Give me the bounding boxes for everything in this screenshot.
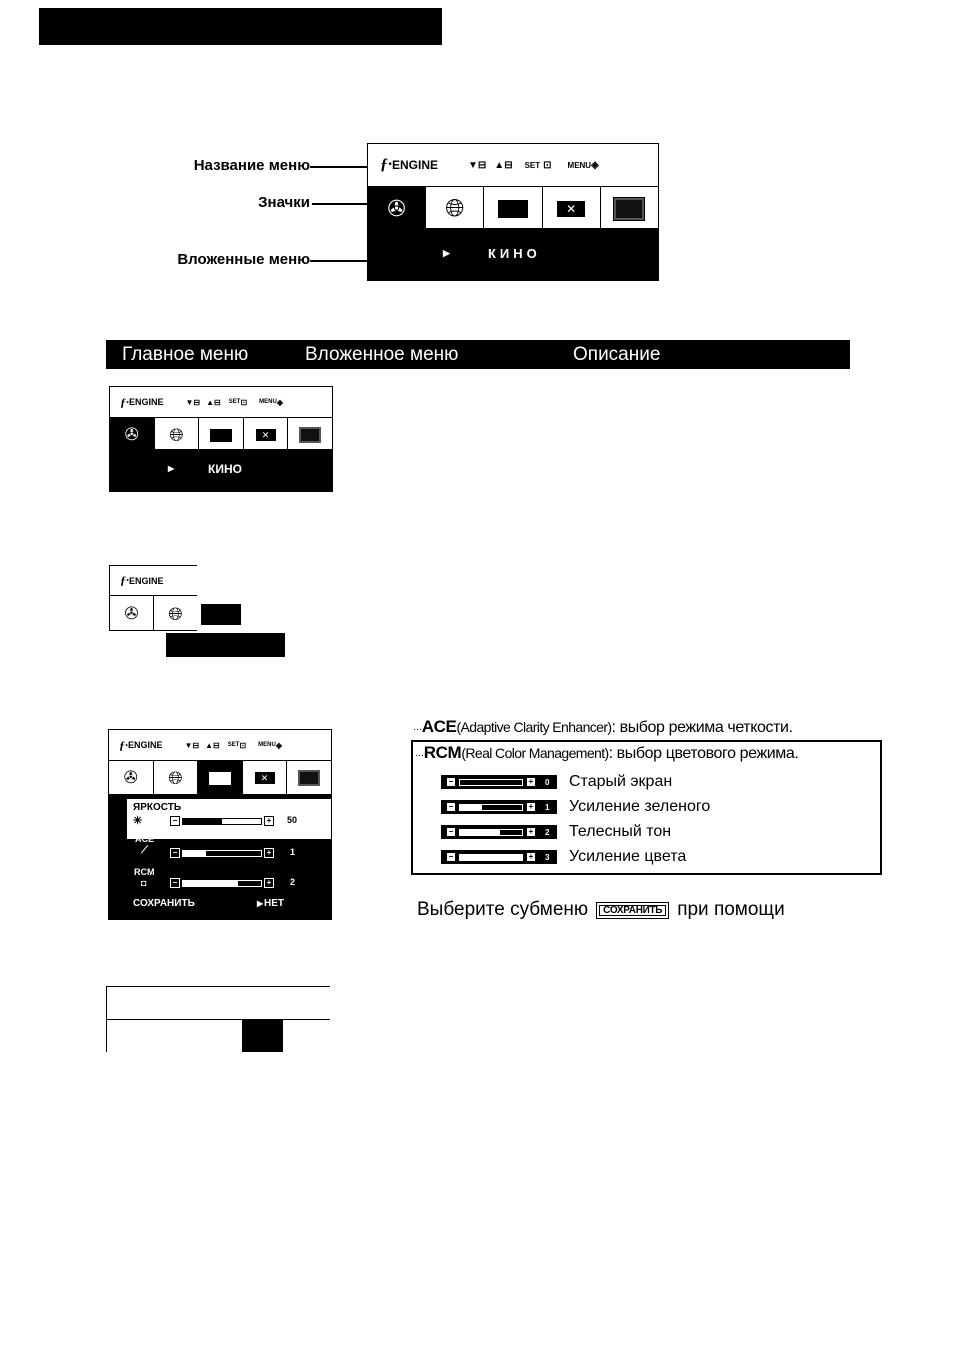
bullet-dots: ···: [413, 724, 422, 735]
film-reel-icon: ✇: [124, 425, 139, 444]
osd-menu: MENU: [259, 399, 277, 405]
menu-icon: ◈: [275, 740, 282, 750]
osd-row4: [106, 986, 330, 1052]
tab-picture[interactable]: [199, 418, 244, 452]
play-arrow-icon: ▶: [257, 899, 264, 908]
ace-icon: ⟋: [141, 845, 148, 856]
osd-brand: ENGINE: [129, 397, 164, 407]
globe-icon: 🌐︎: [445, 194, 465, 222]
osd-submenu-bar: [110, 449, 332, 491]
rcm-mode-row: [441, 775, 672, 789]
tab-movie[interactable]: [109, 761, 154, 795]
minus-icon: −: [446, 802, 456, 812]
tab-globe[interactable]: [155, 418, 200, 452]
rcm-mode-label: Усиление зеленого: [569, 798, 711, 815]
globe-icon: 🌐︎: [168, 767, 183, 788]
ace-description: [413, 717, 793, 737]
tab-movie[interactable]: [110, 418, 155, 452]
f-engine-icon: ƒ·: [119, 737, 128, 752]
osd-title-row: [110, 566, 197, 595]
osd-set: SET: [228, 399, 241, 405]
label-icons: Значки: [258, 194, 310, 211]
osd-menu: MENU: [567, 160, 592, 170]
rcm-slider[interactable]: [182, 880, 262, 887]
picture-icon: [210, 429, 232, 442]
osd-diagram: [367, 143, 659, 281]
slider-fill: [183, 819, 222, 824]
slider-fill: [460, 830, 500, 835]
ace-abbr: ACE: [421, 717, 457, 736]
set-icon: ⊡: [239, 740, 247, 750]
header-main-menu: Главное меню: [122, 344, 249, 365]
osd-title-row: [368, 144, 658, 186]
osd-brand: ENGINE: [129, 575, 164, 586]
globe-icon: 🌐︎: [168, 603, 183, 624]
tab-screen[interactable]: [601, 187, 658, 230]
f-engine-icon: ƒ·: [120, 573, 129, 587]
down-arrow-icon: ▼⊟: [185, 397, 201, 407]
rcm-mode-row: [441, 825, 671, 839]
osd-set: SET: [227, 742, 240, 748]
close-icon: ✕: [256, 429, 276, 441]
no-label[interactable]: НЕТ: [264, 898, 284, 909]
up-arrow-icon: ▲⊟: [494, 159, 513, 171]
brightness-label: ЯРКОСТЬ: [133, 802, 182, 813]
film-reel-icon: ✇: [124, 604, 139, 623]
tab-movie[interactable]: [110, 596, 154, 631]
slider-fill: [460, 805, 482, 810]
rcm-box: [411, 740, 882, 875]
osd-set: SET: [524, 160, 541, 170]
rcm-icon: ◘: [141, 878, 147, 888]
tab-movie[interactable]: [368, 187, 426, 230]
ace-full: (Adaptive Clarity Enhancer): [456, 719, 612, 735]
plus-icon[interactable]: +: [264, 878, 274, 888]
select-instruction: [417, 899, 785, 921]
tab-screen[interactable]: [287, 761, 331, 795]
osd-settings-panel: [109, 794, 331, 919]
picture-icon: [498, 200, 528, 218]
plus-icon: +: [526, 827, 536, 837]
rcm-value: 2: [290, 877, 296, 887]
minus-icon: −: [446, 852, 456, 862]
tab-screen[interactable]: [288, 418, 332, 452]
section-title-bar: [39, 8, 442, 45]
screen-icon: [613, 197, 645, 221]
brightness-row[interactable]: [127, 799, 331, 839]
rcm-mode-slider: [441, 825, 557, 839]
film-reel-icon: ✇: [387, 195, 406, 221]
osd-row3: [108, 729, 332, 920]
screen-icon: [298, 770, 320, 786]
plus-icon: +: [526, 852, 536, 862]
set-icon: ⊡: [543, 159, 552, 171]
plus-icon[interactable]: +: [264, 816, 274, 826]
bullet-dots: ···: [415, 750, 424, 761]
slider-fill: [460, 855, 522, 860]
osd-brand: ENGINE: [392, 158, 439, 172]
rcm-text: : выбор цветового режима.: [608, 745, 799, 762]
tab-globe[interactable]: [154, 596, 197, 631]
ace-label: ACE: [135, 834, 155, 844]
close-icon: ✕: [255, 772, 275, 784]
label-menu-name: Название меню: [193, 157, 310, 174]
minus-icon[interactable]: −: [170, 816, 180, 826]
highlight-block: [166, 633, 285, 657]
minus-icon: −: [446, 777, 456, 787]
table-header: [106, 340, 850, 369]
down-arrow-icon: ▼⊟: [468, 159, 487, 171]
plus-icon: +: [526, 802, 536, 812]
rcm-abbr: RCM: [423, 743, 462, 762]
rcm-mode-label: Усиление цвета: [569, 848, 687, 865]
rcm-mode-bar: [459, 854, 523, 861]
film-reel-icon: ✇: [123, 768, 138, 787]
row4-mid-line: [106, 1019, 330, 1020]
tab-globe[interactable]: [154, 761, 199, 795]
osd-brand: ENGINE: [128, 740, 163, 750]
menu-icon: ◈: [276, 397, 283, 407]
ace-value: 1: [290, 847, 296, 857]
rcm-mode-number: 3: [545, 852, 550, 862]
brightness-slider[interactable]: [182, 818, 262, 825]
header-submenu: Вложенное меню: [305, 344, 459, 365]
globe-icon: 🌐︎: [169, 424, 184, 445]
tab-close[interactable]: [244, 418, 289, 452]
f-engine-icon: ƒ·: [380, 156, 392, 173]
osd-row1: [109, 386, 333, 492]
close-icon: ✕: [557, 201, 585, 217]
menu-icon: ◈: [591, 159, 599, 171]
rcm-mode-slider: [441, 775, 557, 789]
rcm-mode-number: 0: [545, 777, 550, 787]
rcm-full: (Real Color Management): [461, 745, 609, 761]
highlight-block: [201, 604, 241, 625]
ace-text: : выбор режима четкости.: [611, 719, 793, 736]
up-arrow-icon: ▲⊟: [206, 397, 221, 407]
osd-menu: MENU: [258, 742, 276, 748]
select-suffix: при помощи: [677, 899, 785, 920]
osd-icon-row: [109, 760, 331, 795]
slider-fill: [183, 851, 206, 856]
rcm-mode-slider: [441, 800, 557, 814]
screen-icon: [299, 427, 321, 443]
minus-icon[interactable]: −: [170, 878, 180, 888]
submenu-label: КИНО: [488, 246, 541, 261]
tab-picture[interactable]: [198, 761, 243, 795]
minus-icon: −: [446, 827, 456, 837]
tab-close[interactable]: [543, 187, 601, 230]
osd-icon-row: [368, 186, 658, 230]
rcm-mode-row: [441, 800, 710, 814]
save-button[interactable]: СОХРАНИТЬ: [596, 902, 669, 919]
tab-close[interactable]: [243, 761, 288, 795]
osd-title-row: [109, 730, 331, 760]
rcm-description: [415, 743, 798, 763]
rcm-mode-label: Старый экран: [569, 773, 673, 790]
rcm-mode-bar: [459, 829, 523, 836]
osd-submenu-bar: [368, 228, 658, 280]
tab-globe[interactable]: [426, 187, 484, 230]
leader-line: [312, 203, 368, 205]
rcm-mode-number: 2: [545, 827, 550, 837]
label-submenus: Вложенные меню: [177, 251, 310, 268]
rcm-mode-row: [441, 850, 686, 864]
play-arrow-icon: ▶: [443, 248, 450, 258]
rcm-mode-slider: [441, 850, 557, 864]
submenu-label: КИНО: [208, 462, 242, 476]
leader-line: [310, 260, 368, 262]
plus-icon[interactable]: +: [264, 848, 274, 858]
picture-icon: [209, 772, 231, 785]
select-prefix: Выберите субменю: [417, 899, 589, 920]
play-arrow-icon: ▶: [168, 464, 175, 473]
row4-top-line: [106, 986, 330, 987]
minus-icon[interactable]: −: [170, 848, 180, 858]
f-engine-icon: ƒ·: [120, 394, 129, 409]
osd-title-row: [110, 387, 332, 417]
rcm-label: RCM: [134, 867, 155, 877]
sun-icon: ✳: [133, 815, 143, 827]
down-arrow-icon: ▼⊟: [184, 740, 200, 750]
save-label[interactable]: СОХРАНИТЬ: [133, 898, 195, 909]
rcm-mode-label: Телесный тон: [569, 823, 672, 840]
osd-row2: [109, 565, 197, 631]
rcm-mode-bar: [459, 804, 523, 811]
slider-fill: [183, 881, 238, 886]
ace-slider[interactable]: [182, 850, 262, 857]
brightness-value: 50: [287, 815, 298, 825]
highlight-block: [242, 1019, 283, 1052]
leader-line: [310, 166, 368, 168]
osd-icon-row: [110, 417, 332, 452]
plus-icon: +: [526, 777, 536, 787]
set-icon: ⊡: [240, 397, 248, 407]
up-arrow-icon: ▲⊟: [205, 740, 220, 750]
rcm-mode-number: 1: [545, 802, 550, 812]
tab-picture[interactable]: [484, 187, 542, 230]
header-description: Описание: [573, 344, 661, 365]
osd-icon-row: [110, 595, 197, 631]
rcm-mode-bar: [459, 779, 523, 786]
